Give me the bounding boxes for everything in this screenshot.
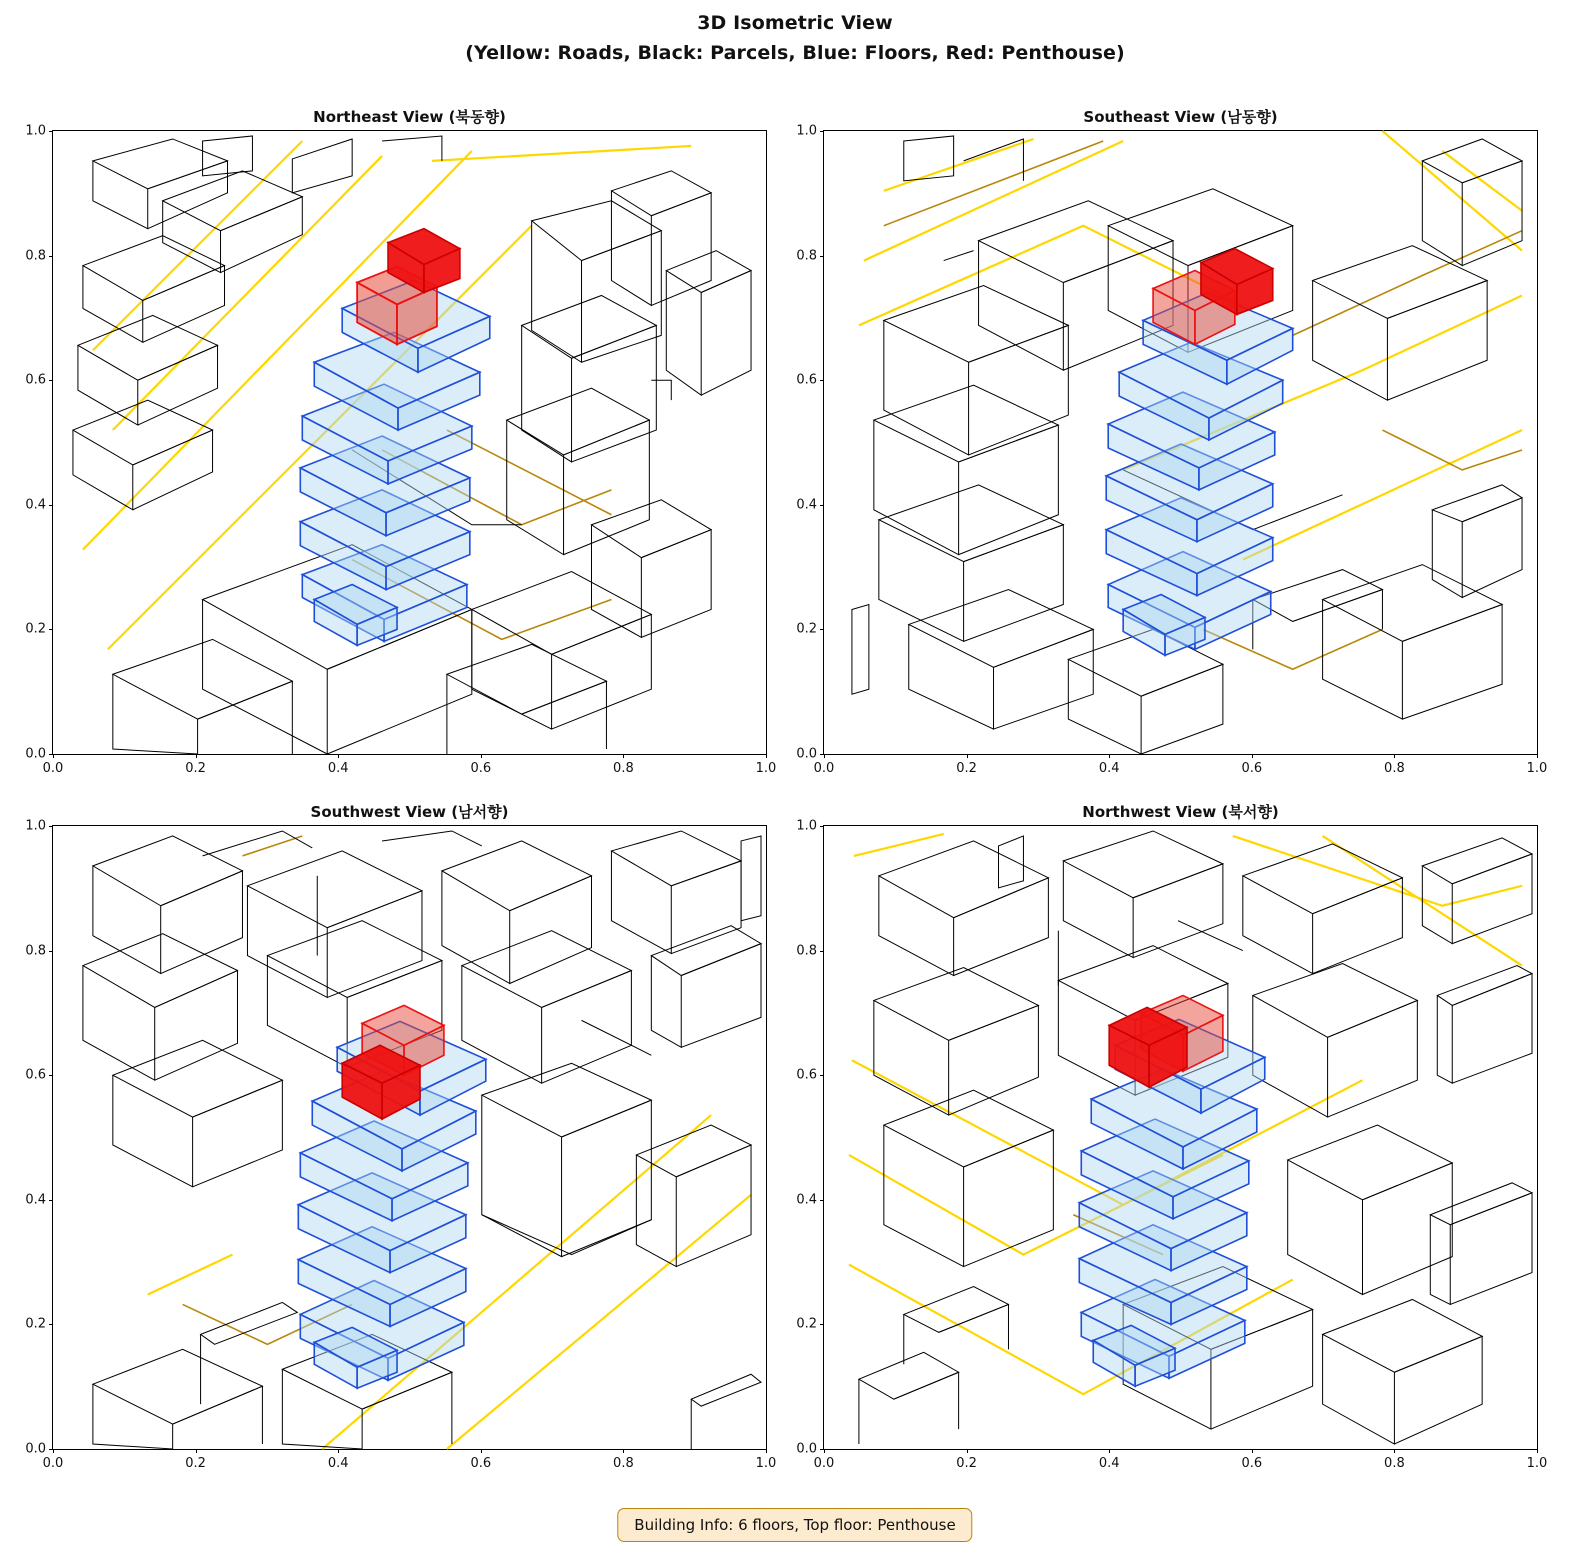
ytick-label-1: 0.2 [796,621,817,637]
panel-southeast [796,108,1548,776]
ytick-mark [49,826,53,827]
ytick-label-0: 0.0 [25,746,46,762]
ytick-mark [820,1324,824,1325]
scene-southeast [824,131,1537,754]
ytick-mark [820,1075,824,1076]
xtick-mark [53,1449,54,1453]
ytick-label-5: 1.0 [796,123,817,139]
xtick-mark [53,754,54,758]
xtick-mark [196,754,197,758]
ytick-mark [820,131,824,132]
xtick-mark [1252,1449,1253,1453]
ytick-label-2: 0.4 [796,497,817,513]
building-info-box [617,1508,972,1542]
xtick-label-1: 0.2 [956,761,977,776]
xtick-label-0: 0.0 [813,1456,835,1471]
ytick-mark [49,951,53,952]
panel-title-southwest: Southwest View (남서향) [310,803,509,821]
xtick-label-4: 0.8 [613,761,634,776]
xtick-mark [967,754,968,758]
xtick-label-4: 0.8 [1384,1456,1405,1471]
ytick-mark [820,1200,824,1201]
xtick-label-5: 1.0 [755,761,777,776]
axes-northeast[interactable] [25,123,777,776]
xtick-mark [1537,1449,1538,1453]
ytick-mark [820,826,824,827]
xtick-label-3: 0.6 [470,761,492,776]
xtick-label-0: 0.0 [42,1456,64,1471]
xtick-label-2: 0.4 [1098,1456,1120,1471]
ytick-label-3: 0.6 [796,1067,817,1083]
xtick-mark [1394,754,1395,758]
xtick-mark [766,1449,767,1453]
scene-northeast [53,131,766,754]
panel-northwest [796,803,1548,1471]
ytick-mark [49,1324,53,1325]
suptitle-line-2: (Yellow: Roads, Black: Parcels, Blue: Floors, Red: Penthouse) [465,42,1125,64]
ytick-mark [49,505,53,506]
floors-layer-se [1106,292,1292,655]
ytick-label-2: 0.4 [25,1192,46,1208]
ytick-label-2: 0.4 [796,1192,817,1208]
ytick-label-3: 0.6 [25,1067,46,1083]
xtick-label-3: 0.6 [1241,1456,1263,1471]
ytick-label-1: 0.2 [25,621,46,637]
panel-title-southeast: Southeast View (남동향) [1083,108,1278,126]
xtick-mark [1252,754,1253,758]
xtick-mark [338,1449,339,1453]
figure-suptitle [0,8,1590,68]
xtick-mark [481,754,482,758]
ytick-mark [49,629,53,630]
ytick-label-5: 1.0 [796,818,817,834]
ytick-label-1: 0.2 [25,1316,46,1332]
panel-title-northwest: Northwest View (북서향) [1082,803,1279,821]
ytick-label-4: 0.8 [25,943,46,959]
ytick-mark [49,1075,53,1076]
ytick-label-3: 0.6 [25,372,46,388]
xtick-mark [338,754,339,758]
xtick-mark [623,754,624,758]
xtick-mark [766,754,767,758]
xtick-mark [1394,1449,1395,1453]
xtick-label-0: 0.0 [42,761,64,776]
ytick-label-0: 0.0 [796,746,817,762]
xtick-label-1: 0.2 [956,1456,977,1471]
ytick-label-4: 0.8 [796,248,817,264]
scene-southwest [53,826,766,1449]
axes-northwest[interactable] [796,818,1548,1471]
ytick-mark [820,629,824,630]
xtick-mark [824,1449,825,1453]
xtick-label-0: 0.0 [813,761,835,776]
xtick-mark [1109,754,1110,758]
xtick-mark [196,1449,197,1453]
building-info-text: Building Info: 6 floors, Top floor: Penthouse [634,1516,956,1534]
ytick-label-5: 1.0 [25,123,46,139]
xtick-mark [967,1449,968,1453]
xtick-mark [623,1449,624,1453]
axes-southwest[interactable] [25,818,777,1471]
xtick-label-2: 0.4 [1098,761,1120,776]
ytick-mark [820,256,824,257]
ytick-label-5: 1.0 [25,818,46,834]
xtick-label-3: 0.6 [470,1456,492,1471]
xtick-label-4: 0.8 [1384,761,1405,776]
ytick-label-1: 0.2 [796,1316,817,1332]
ytick-mark [49,256,53,257]
xtick-mark [1109,1449,1110,1453]
xtick-mark [824,754,825,758]
panel-title-northeast: Northeast View (북동향) [313,108,506,126]
ytick-label-3: 0.6 [796,372,817,388]
ytick-label-4: 0.8 [796,943,817,959]
ytick-mark [820,380,824,381]
scene-northwest [824,826,1537,1449]
xtick-label-1: 0.2 [185,761,206,776]
panel-northeast [25,108,777,776]
xtick-mark [1537,754,1538,758]
ytick-label-2: 0.4 [25,497,46,513]
ytick-label-0: 0.0 [25,1441,46,1457]
panel-southwest [25,803,777,1471]
ytick-mark [820,951,824,952]
xtick-label-5: 1.0 [755,1456,777,1471]
ytick-mark [820,505,824,506]
xtick-label-5: 1.0 [1526,761,1548,776]
xtick-label-5: 1.0 [1526,1456,1548,1471]
ytick-mark [49,1200,53,1201]
xtick-label-2: 0.4 [327,761,349,776]
xtick-label-1: 0.2 [185,1456,206,1471]
ytick-mark [49,380,53,381]
axes-southeast[interactable] [796,123,1548,776]
xtick-label-4: 0.8 [613,1456,634,1471]
xtick-label-3: 0.6 [1241,761,1263,776]
ytick-label-4: 0.8 [25,248,46,264]
xtick-mark [481,1449,482,1453]
suptitle-line-1: 3D Isometric View [697,12,893,34]
ytick-label-0: 0.0 [796,1441,817,1457]
xtick-label-2: 0.4 [327,1456,349,1471]
ytick-mark [49,131,53,132]
